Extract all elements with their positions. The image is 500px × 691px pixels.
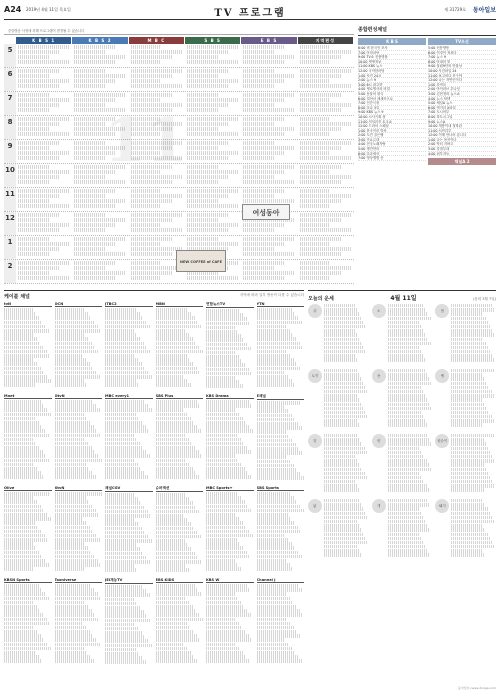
hour-label: 10 bbox=[4, 164, 16, 187]
issue-date: 2019년 4월 11일 목요일 bbox=[26, 7, 71, 12]
listing-column-2-items bbox=[428, 46, 496, 156]
cable-channel-block bbox=[156, 394, 204, 484]
listing-item: 8:00 다큐 3일 bbox=[358, 106, 426, 111]
program-cell bbox=[298, 212, 353, 235]
listing-item: 4:00 전국노래자랑 bbox=[358, 142, 426, 147]
cable-channel-name: tvN bbox=[4, 302, 52, 307]
listing-item: 7:00 영상앨범 산 bbox=[358, 156, 426, 161]
general-channels-panel bbox=[358, 26, 496, 286]
listing-item: 8:00 아내의 맛 bbox=[428, 60, 496, 65]
cable-channel-block bbox=[4, 578, 52, 668]
program-cell bbox=[185, 164, 240, 187]
program-cell bbox=[72, 68, 127, 91]
cable-channel-block bbox=[4, 486, 52, 576]
cable-channel-block bbox=[257, 302, 305, 392]
program-cell bbox=[185, 68, 240, 91]
listing-item: 7:00 도시어부 bbox=[428, 110, 496, 115]
listing-item: 7:00 아침마당 bbox=[358, 51, 426, 56]
listing-item: 11:00 보고싶다 친구야 bbox=[428, 74, 496, 79]
zodiac-entry bbox=[435, 369, 496, 431]
listing-column-2-head: TV조선 bbox=[428, 38, 496, 45]
cable-channel-block bbox=[257, 394, 305, 484]
listing-column-2-subhead: 채널A 2 bbox=[428, 158, 496, 165]
listing-item: 10:00 사건파일 24 bbox=[428, 69, 496, 74]
program-cell bbox=[16, 260, 71, 283]
listing-item: 10:00 시사기획 창 bbox=[358, 115, 426, 120]
horoscope-lunar-date: (음력 3월 7일) bbox=[473, 297, 496, 301]
cable-channel-name: XtvN bbox=[55, 486, 103, 491]
zodiac-entry bbox=[308, 499, 369, 561]
cable-channel-block bbox=[4, 302, 52, 392]
zodiac-entry bbox=[372, 499, 433, 561]
cable-note: 지역에 따라 일부 방송이 다를 수 있습니다 bbox=[239, 293, 304, 297]
program-cell bbox=[241, 236, 296, 259]
cable-channel-block bbox=[156, 302, 204, 392]
zodiac-animal-icon: 원숭이 bbox=[435, 434, 449, 448]
program-cell bbox=[241, 68, 296, 91]
program-cell bbox=[16, 68, 71, 91]
program-cell bbox=[241, 44, 296, 67]
listing-item: 3:00 김현정의 뉴스쇼 bbox=[428, 92, 496, 97]
schedule-row bbox=[4, 212, 354, 236]
hour-label: 7 bbox=[4, 92, 16, 115]
listing-item: 12:00 국악한마당 bbox=[358, 69, 426, 74]
program-cell bbox=[16, 236, 71, 259]
program-cell bbox=[185, 116, 240, 139]
cable-channel-block bbox=[257, 486, 305, 576]
program-cell bbox=[298, 236, 353, 259]
horoscope-title: 오늘의 운세 bbox=[308, 296, 334, 302]
zodiac-animal-icon: 돼지 bbox=[435, 499, 449, 513]
zodiac-animal-icon: 말 bbox=[308, 434, 322, 448]
program-cell bbox=[129, 44, 184, 67]
zodiac-entry bbox=[308, 304, 369, 366]
horoscope-date: 4월 11일 bbox=[390, 295, 417, 302]
listing-item: 4:00 생로병사의 비밀 bbox=[358, 87, 426, 92]
issue-number: 제 31729호 bbox=[444, 7, 466, 12]
program-cell bbox=[241, 92, 296, 115]
program-cell bbox=[241, 116, 296, 139]
program-cell bbox=[72, 236, 127, 259]
listing-item: 9:00 살림9단의 만물상 bbox=[428, 64, 496, 69]
cable-heading: 케이블 채널 bbox=[4, 294, 30, 300]
channel-kbs1: K B S 1 bbox=[16, 37, 71, 44]
footer-credit: 동아일보 news.donga.com bbox=[457, 686, 496, 690]
channel-kbs2: K B S 2 bbox=[72, 37, 127, 44]
listing-item: 4:00 외부자들 bbox=[428, 152, 496, 157]
cable-channel-name: MBC Sports+ bbox=[206, 486, 254, 491]
listing-item: 2:00 뉴스 9 bbox=[358, 78, 426, 83]
zodiac-fortune-text bbox=[324, 434, 369, 496]
cable-channel-name: KBS W bbox=[206, 578, 254, 583]
program-cell bbox=[16, 188, 71, 211]
cable-channel-name: 연합뉴스TV bbox=[206, 302, 254, 308]
listing-item: 10:00 생생정보 bbox=[358, 60, 426, 65]
zodiac-fortune-text bbox=[324, 499, 369, 561]
zodiac-animal-icon: 양 bbox=[372, 434, 386, 448]
listing-item: 11:00 서민갑부 bbox=[428, 129, 496, 134]
cable-channel-name: YTN bbox=[257, 302, 305, 307]
hour-label: 5 bbox=[4, 44, 16, 67]
zodiac-fortune-text bbox=[388, 499, 433, 561]
listing-item: 10:00 개똥이네 철학관 bbox=[428, 124, 496, 129]
zodiac-animal-icon: 뱀 bbox=[435, 369, 449, 383]
zodiac-animal-icon: 개 bbox=[372, 499, 386, 513]
cable-channel-name: OtvN bbox=[55, 394, 103, 399]
zodiac-fortune-text bbox=[324, 304, 369, 366]
page-number: A24 bbox=[4, 5, 22, 14]
zodiac-entry bbox=[308, 369, 369, 431]
cable-channel-name: EBS KIDS bbox=[156, 578, 204, 583]
listing-item: 6:00 이것이 정치다 bbox=[428, 51, 496, 56]
program-cell bbox=[16, 116, 71, 139]
general-channels-heading: 종합편성채널 bbox=[358, 26, 496, 36]
zodiac-fortune-text bbox=[388, 304, 433, 366]
channel-local: 지역편성 bbox=[298, 37, 353, 44]
listing-item: 12:00 이제 만나러 갑니다 bbox=[428, 133, 496, 138]
zodiac-animal-icon: 범 bbox=[435, 304, 449, 318]
cable-channel-name: MBC every1 bbox=[105, 394, 153, 399]
listing-item: 5:00 명견만리 bbox=[358, 147, 426, 152]
listing-item: 1:00 나는 몸신이다 bbox=[428, 138, 496, 143]
channel-ebs: E B S bbox=[241, 37, 296, 44]
program-cell bbox=[298, 188, 353, 211]
listing-item: 5:00 신통방통 bbox=[428, 46, 496, 51]
cable-channel-block bbox=[206, 302, 254, 392]
zodiac-fortune-text bbox=[388, 434, 433, 496]
zodiac-entry bbox=[372, 434, 433, 496]
zodiac-entry bbox=[372, 304, 433, 366]
listing-item: 5:00 채널A 뉴스 bbox=[428, 101, 496, 106]
cable-channel-name: MBN bbox=[156, 302, 204, 307]
listing-item: 11:00 저널리즘 토크쇼 bbox=[358, 120, 426, 125]
cable-schedule bbox=[4, 290, 304, 686]
program-cell bbox=[185, 188, 240, 211]
listing-item: 11:00 KBS 뉴스 bbox=[358, 64, 426, 69]
cable-channel-name: E채널 bbox=[257, 394, 305, 400]
program-cell bbox=[241, 164, 296, 187]
program-cell bbox=[241, 260, 296, 283]
program-cell bbox=[129, 212, 184, 235]
listing-column-1 bbox=[358, 38, 426, 166]
cable-channel-name: OCN bbox=[55, 302, 103, 307]
zodiac-entry bbox=[435, 499, 496, 561]
cable-channel-block bbox=[206, 578, 254, 668]
hour-label: 12 bbox=[4, 212, 16, 235]
program-cell bbox=[298, 116, 353, 139]
channel-sbs: S B S bbox=[185, 37, 240, 44]
cable-channel-name: KBS Drama bbox=[206, 394, 254, 399]
cable-channel-name: 슈퍼액션 bbox=[156, 486, 204, 492]
listing-item: 6:00 먹거리 X파일 bbox=[428, 106, 496, 111]
program-cell bbox=[129, 68, 184, 91]
cable-channel-block bbox=[55, 302, 103, 392]
cable-channel-block bbox=[55, 394, 103, 484]
listing-item: 4:00 뉴스 탑텐 bbox=[428, 97, 496, 102]
program-cell bbox=[185, 212, 240, 235]
hour-label: 6 bbox=[4, 68, 16, 91]
cable-channel-name: Mnet bbox=[4, 394, 52, 399]
listing-item: 1:00 한국인의 밥상 bbox=[358, 129, 426, 134]
listing-item: 7:00 뉴스 9 bbox=[428, 55, 496, 60]
schedule-row bbox=[4, 68, 354, 92]
program-cell bbox=[298, 164, 353, 187]
cable-channel-block bbox=[105, 486, 153, 576]
program-cell bbox=[72, 260, 127, 283]
masthead bbox=[4, 4, 496, 20]
cable-channel-name: KBSN Sports bbox=[4, 578, 52, 583]
listing-item: 6:00 다큐세상 bbox=[358, 152, 426, 157]
zodiac-entry bbox=[435, 434, 496, 496]
date-watermark: 11 bbox=[104, 106, 188, 176]
zodiac-animal-icon: 쥐 bbox=[308, 304, 322, 318]
cable-channel-block bbox=[257, 578, 305, 668]
schedule-row bbox=[4, 44, 354, 68]
zodiac-animal-icon: 소 bbox=[372, 304, 386, 318]
program-cell bbox=[298, 260, 353, 283]
listing-item: 5:00 동물의 왕국 bbox=[358, 92, 426, 97]
cable-channel-name: SBS Sports bbox=[257, 486, 305, 491]
ad-womandonga: 여성동아 bbox=[242, 204, 290, 220]
zodiac-entry bbox=[435, 304, 496, 366]
program-cell bbox=[298, 68, 353, 91]
program-cell bbox=[72, 44, 127, 67]
cable-grid bbox=[4, 302, 304, 668]
zodiac-fortune-text bbox=[451, 499, 496, 561]
zodiac-fortune-text bbox=[451, 369, 496, 431]
listing-item: 1:00 강적들 bbox=[428, 83, 496, 88]
tv-schedule-grid bbox=[4, 26, 354, 286]
program-cell bbox=[16, 164, 71, 187]
program-cell bbox=[185, 140, 240, 163]
program-cell bbox=[16, 92, 71, 115]
cable-channel-name: SBS Plus bbox=[156, 394, 204, 399]
cable-channel-name: Olive bbox=[4, 486, 52, 491]
program-cell bbox=[72, 212, 127, 235]
program-cell bbox=[185, 92, 240, 115]
listing-item: 6:00 비 한국인 조사 bbox=[358, 46, 426, 51]
page-title: TV 프로그램 bbox=[214, 8, 286, 19]
zodiac-fortune-text bbox=[388, 369, 433, 431]
listing-item: 9:00 TV쇼 진품명품 bbox=[358, 55, 426, 60]
listing-item: 9:00 KBS 뉴스 9 bbox=[358, 110, 426, 115]
cable-channel-name: 채널CGV bbox=[105, 486, 153, 492]
zodiac-entry bbox=[308, 434, 369, 496]
cable-channel-block bbox=[105, 302, 153, 392]
zodiac-animal-icon: 용 bbox=[372, 369, 386, 383]
listing-column-1-items bbox=[358, 46, 426, 161]
program-cell bbox=[72, 188, 127, 211]
cable-channel-block bbox=[206, 394, 254, 484]
zodiac-entry bbox=[372, 369, 433, 431]
cable-channel-block bbox=[105, 578, 153, 668]
newspaper-logo: 동아일보 bbox=[472, 7, 496, 14]
cable-channel-block bbox=[55, 486, 103, 576]
cable-channel-block bbox=[156, 486, 204, 576]
channel-header-row bbox=[4, 37, 354, 44]
listing-item: 8:00 하트시그널 bbox=[428, 115, 496, 120]
listing-item: 2:00 아이러브 투나잇 bbox=[428, 87, 496, 92]
program-cell bbox=[185, 44, 240, 67]
listing-item: 12:00 드라마 스페셜 bbox=[358, 124, 426, 129]
zodiac-animal-icon: 토끼 bbox=[308, 369, 322, 383]
zodiac-animal-icon: 닭 bbox=[308, 499, 322, 513]
program-cell bbox=[241, 140, 296, 163]
program-cell bbox=[298, 92, 353, 115]
listing-item: 1:00 사건 24시 bbox=[358, 74, 426, 79]
listing-item: 6:00 걸어서 세계속으로 bbox=[358, 97, 426, 102]
cable-channel-block bbox=[206, 486, 254, 576]
hour-label: 9 bbox=[4, 140, 16, 163]
program-cell bbox=[298, 44, 353, 67]
cable-channel-block bbox=[4, 394, 52, 484]
cable-channel-block bbox=[105, 394, 153, 484]
listing-item: 2:00 도전 골든벨 bbox=[358, 133, 426, 138]
program-cell bbox=[16, 140, 71, 163]
horoscope-grid bbox=[308, 304, 496, 561]
schedule-row bbox=[4, 188, 354, 212]
ad-coffee: NEW COFFEE of CAFE bbox=[176, 250, 226, 272]
listing-column-2 bbox=[428, 38, 496, 166]
zodiac-fortune-text bbox=[451, 434, 496, 496]
listing-item: 9:00 뉴스A bbox=[428, 120, 496, 125]
cable-channel-name: JTBC2 bbox=[105, 302, 153, 307]
zodiac-fortune-text bbox=[451, 304, 496, 366]
listing-item: 3:00 강철부대 bbox=[428, 147, 496, 152]
listing-item: 3:00 6시 내고향 bbox=[358, 83, 426, 88]
hour-label: 2 bbox=[4, 260, 16, 283]
program-cell bbox=[16, 212, 71, 235]
cable-channel-name: Channel J bbox=[257, 578, 305, 583]
program-cell bbox=[129, 188, 184, 211]
program-cell bbox=[16, 44, 71, 67]
listing-column-1-head: K B S bbox=[358, 38, 426, 45]
hour-label: 11 bbox=[4, 188, 16, 211]
listing-item: 2:00 닥터 지바고 bbox=[428, 142, 496, 147]
program-cell bbox=[298, 140, 353, 163]
hour-label: 1 bbox=[4, 236, 16, 259]
horoscope-section bbox=[308, 290, 496, 686]
schedule-notice: 중앙방송 사정에 의해 프로그램이 변경될 수 있습니다 bbox=[4, 26, 354, 35]
cable-channel-name: Tooniverse bbox=[55, 578, 103, 583]
listing-item: 7:00 인간극장 bbox=[358, 101, 426, 106]
listing-item: 3:00 가요무대 bbox=[358, 138, 426, 143]
channel-mbc: M B C bbox=[129, 37, 184, 44]
cable-channel-block bbox=[55, 578, 103, 668]
cable-channel-block bbox=[156, 578, 204, 668]
cable-channel-name: JEI재능TV bbox=[105, 578, 153, 584]
listing-item: 12:00 나는 자연인이다 bbox=[428, 78, 496, 83]
hour-label: 8 bbox=[4, 116, 16, 139]
zodiac-fortune-text bbox=[324, 369, 369, 431]
